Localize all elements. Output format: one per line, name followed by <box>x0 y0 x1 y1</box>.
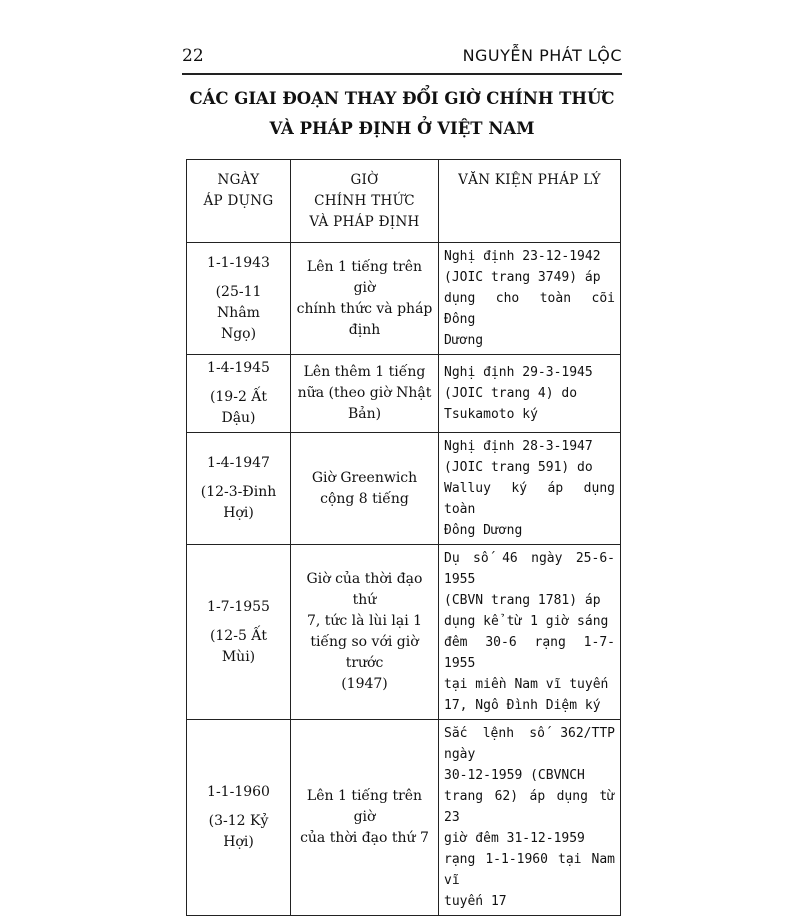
header-legal-document: VĂN KIỆN PHÁP LÝ <box>439 160 621 243</box>
title-line-1: CÁC GIAI ĐOẠN THAY ĐỔI GIỜ CHÍNH THỨC <box>189 89 615 108</box>
time-cell: Lên 1 tiếng trên giờ của thời đạo thứ 7 <box>291 720 439 916</box>
header-official-time: GIỜ CHÍNH THỨC VÀ PHÁP ĐỊNH <box>291 160 439 243</box>
table-row <box>187 545 621 720</box>
header-date: NGÀY ÁP DỤNG <box>187 160 291 243</box>
table-row <box>187 355 621 433</box>
date-cell: 1-1-1943 (25-11 Nhâm Ngọ) <box>187 243 291 355</box>
running-head: NGUYỄN PHÁT LỘC <box>462 46 622 65</box>
time-cell: Lên 1 tiếng trên giờ chính thức và pháp định <box>291 243 439 355</box>
table-row <box>187 243 621 355</box>
table-header-row <box>187 160 621 243</box>
date-cell: 1-7-1955 (12-5 Ất Mùi) <box>187 545 291 720</box>
document-cell: Sắc lệnh số 362/TTP ngày 30-12-1959 (CBVNCH trang 62) áp dụng từ 23 giờ đêm 31-12-1959 rạng 1-1-1960 tại Nam vĩ tuyến 17 <box>439 720 621 916</box>
table-row <box>187 720 621 916</box>
document-cell: Nghị định 29-3-1945 (JOIC trang 4) do Tsukamoto ký <box>439 355 621 433</box>
page-title <box>182 84 622 144</box>
time-change-table <box>186 159 621 916</box>
page-number: 22 <box>182 46 204 66</box>
time-cell: Giờ Greenwich cộng 8 tiếng <box>291 433 439 545</box>
document-cell: Dụ số 46 ngày 25-6-1955 (CBVN trang 1781) áp dụng kể từ 1 giờ sáng đêm 30-6 rạng 1-7-1955 tại miền Nam vĩ tuyến 17, Ngô Đình Diệm ký <box>439 545 621 720</box>
document-cell: Nghị định 23-12-1942 (JOIC trang 3749) áp dụng cho toàn cõi Đông Dương <box>439 243 621 355</box>
table-row <box>187 433 621 545</box>
title-line-2: VÀ PHÁP ĐỊNH Ở VIỆT NAM <box>269 119 535 138</box>
page-header <box>182 40 622 70</box>
time-cell: Giờ của thời đạo thứ 7, tức là lùi lại 1 tiếng so với giờ trước (1947) <box>291 545 439 720</box>
date-cell: 1-4-1945 (19-2 Ất Dậu) <box>187 355 291 433</box>
document-cell: Nghị định 28-3-1947 (JOIC trang 591) do Walluy ký áp dụng toàn Đông Dương <box>439 433 621 545</box>
time-cell: Lên thêm 1 tiếng nữa (theo giờ Nhật Bản) <box>291 355 439 433</box>
date-cell: 1-4-1947 (12-3-Đinh Hợi) <box>187 433 291 545</box>
date-cell: 1-1-1960 (3-12 Kỷ Hợi) <box>187 720 291 916</box>
header-rule <box>182 73 622 75</box>
